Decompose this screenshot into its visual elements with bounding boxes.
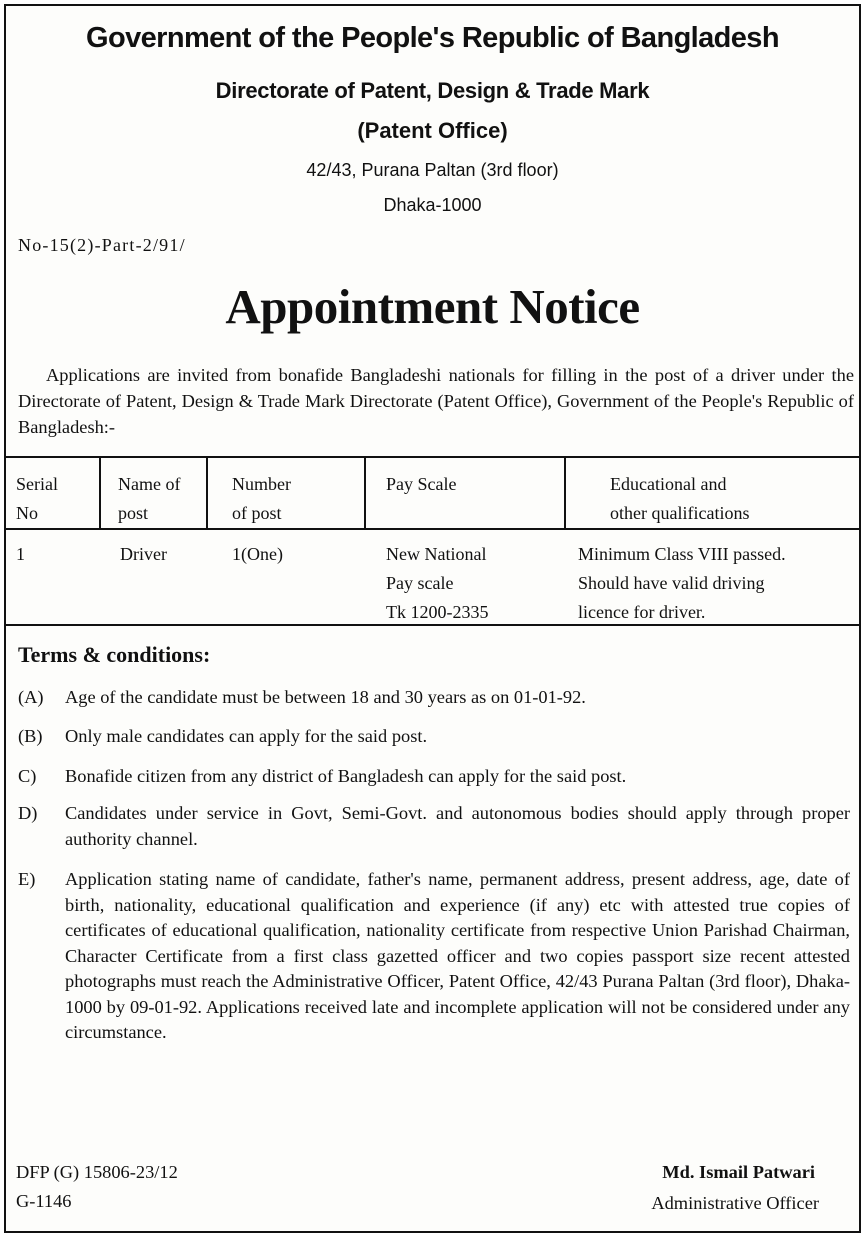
condition-text: Candidates under service in Govt, Semi-Govt. and autonomous bodies should apply through proper authority channel.: [65, 803, 850, 849]
table-header-post: Name of post: [118, 474, 181, 523]
dfp-code: DFP (G) 15806-23/12: [16, 1162, 178, 1182]
condition-label: D): [18, 803, 38, 823]
table-divider: [206, 458, 208, 528]
condition-text: Age of the candidate must be between 18 and 30 years as on 01-01-92.: [65, 687, 586, 707]
office-heading: (Patent Office): [357, 118, 508, 143]
table-divider: [364, 458, 366, 528]
cell-qualification: Minimum Class VIII passed. Should have valid driving licence for driver.: [578, 544, 786, 622]
condition-text: Bonafide citizen from any district of Bangladesh can apply for the said post.: [65, 766, 627, 786]
condition-text: Only male candidates can apply for the said post.: [65, 726, 428, 746]
condition-text: Application stating name of candidate, father's name, permanent address, present address, age, date of birth, nationality, educational qualification and experience (if any) etc with attested true copies of certificates of educational qualification, nationality certificate from respective Union Parishad Chairman, Character Certificate from a first class gazetted officer and two copies passport size recent attested photographs must reach the Administrative Officer, Patent Office, 42/43 Purana Paltan (3rd floor), Dhaka-1000 by 09-01-92. Applications received late and incomplete application will not be considered under any circumstance.: [65, 869, 850, 1042]
condition-label: C): [18, 766, 37, 786]
table-header-number: Number of post: [232, 474, 291, 523]
table-divider: [99, 458, 101, 528]
office-address: 42/43, Purana Paltan (3rd floor): [306, 160, 559, 180]
terms-heading: Terms & conditions:: [18, 642, 211, 667]
cell-pay-scale: New National Pay scale Tk 1200-2335: [386, 544, 489, 622]
directorate-heading: Directorate of Patent, Design & Trade Mark: [215, 78, 650, 103]
vacancy-table: [6, 456, 859, 626]
condition-label: (A): [18, 687, 44, 707]
cell-post: Driver: [120, 544, 167, 564]
reference-number: No-15(2)-Part-2/91/: [18, 235, 186, 255]
condition-label: E): [18, 869, 36, 889]
signatory-name: Md. Ismail Patwari: [662, 1162, 815, 1182]
cell-number: 1(One): [232, 544, 283, 564]
cell-serial: 1: [16, 544, 25, 564]
condition-label: (B): [18, 726, 43, 746]
office-city: Dhaka-1000: [383, 195, 482, 215]
table-divider: [564, 458, 566, 528]
table-header-rule: [6, 528, 859, 530]
government-heading: Government of the People's Republic of Bangladesh: [86, 22, 779, 54]
page-title: Appointment Notice: [225, 279, 640, 334]
intro-paragraph: Applications are invited from bonafide Bangladeshi nationals for filling in the post of a driver under the Directorate of Patent, Design & Trade Mark Directorate (Patent Office), Government of the People's Republic of Bangladesh:-: [18, 365, 854, 437]
table-header-qualification: Educational and other qualifications: [610, 474, 750, 523]
table-header-serial: Serial No: [16, 474, 58, 523]
notice-frame: [4, 4, 861, 1233]
table-header-pay: Pay Scale: [386, 474, 457, 494]
g-code: G-1146: [16, 1191, 72, 1211]
signatory-title: Administrative Officer: [651, 1193, 819, 1213]
